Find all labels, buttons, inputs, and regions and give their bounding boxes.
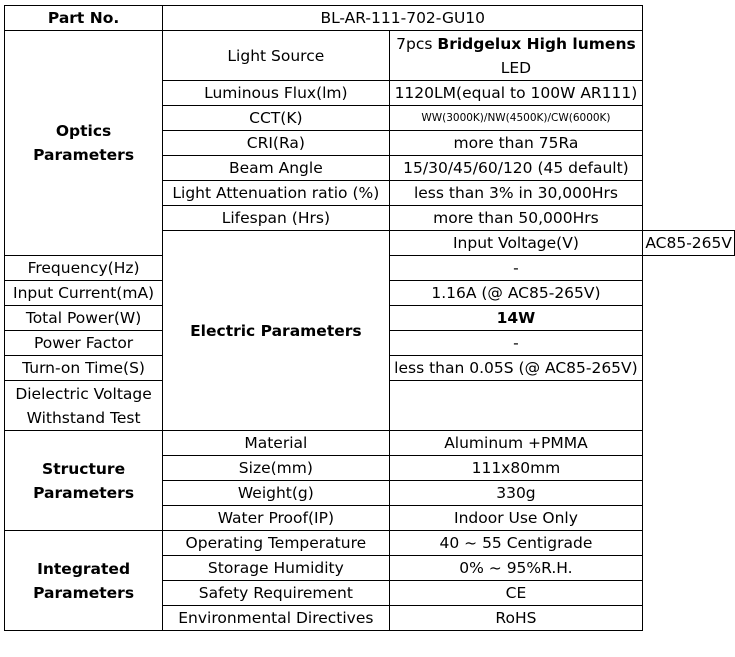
param-cell: Turn-on Time(S) [5, 356, 163, 381]
part-no-value: BL-AR-111-702-GU10 [163, 6, 643, 31]
value-pre: 7pcs [396, 34, 438, 53]
param-cell: Weight(g) [163, 481, 389, 506]
value-cell: AC85-265V [643, 231, 735, 256]
param-cell: Input Voltage(V) [389, 231, 643, 256]
value-cell: Indoor Use Only [389, 506, 643, 531]
param-cell: Light Source [163, 31, 389, 81]
param-cell: Dielectric Voltage Withstand Test [5, 381, 163, 431]
group-electric: Electric Parameters [163, 231, 389, 431]
param-cell: Lifespan (Hrs) [163, 206, 389, 231]
table-row [5, 531, 735, 556]
value-bold: Bridgelux High lumens [437, 34, 636, 53]
spec-table [4, 5, 735, 631]
value-cell: 14W [389, 306, 643, 331]
group-structure: Structure Parameters [5, 431, 163, 531]
table-row-part-no [5, 6, 735, 31]
param-cell: Frequency(Hz) [5, 256, 163, 281]
value-cell [389, 381, 643, 431]
value-cell: 1.16A (@ AC85-265V) [389, 281, 643, 306]
value-cell: 15/30/45/60/120 (45 default) [389, 156, 643, 181]
value-post: LED [500, 58, 532, 77]
param-cell: CRI(Ra) [163, 131, 389, 156]
part-no-label: Part No. [5, 6, 163, 31]
value-cell: RoHS [389, 606, 643, 631]
param-cell: Power Factor [5, 331, 163, 356]
table-row [5, 431, 735, 456]
param-cell: Size(mm) [163, 456, 389, 481]
value-cell: more than 75Ra [389, 131, 643, 156]
param-cell: Material [163, 431, 389, 456]
param-cell: Total Power(W) [5, 306, 163, 331]
param-cell: Safety Requirement [163, 581, 389, 606]
param-cell: Storage Humidity [163, 556, 389, 581]
param-cell: Operating Temperature [163, 531, 389, 556]
value-cell: more than 50,000Hrs [389, 206, 643, 231]
param-cell: Water Proof(IP) [163, 506, 389, 531]
value-cell: 330g [389, 481, 643, 506]
value-cell: less than 0.05S (@ AC85-265V) [389, 356, 643, 381]
param-cell: Input Current(mA) [5, 281, 163, 306]
group-optics: Optics Parameters [5, 31, 163, 256]
value-cell: Aluminum +PMMA [389, 431, 643, 456]
value-cell: 1120LM(equal to 100W AR111) [389, 81, 643, 106]
value-cell: 40 ~ 55 Centigrade [389, 531, 643, 556]
value-cell: - [389, 331, 643, 356]
value-cell: - [389, 256, 643, 281]
value-cell: WW(3000K)/NW(4500K)/CW(6000K) [389, 106, 643, 131]
param-cell: Beam Angle [163, 156, 389, 181]
table-row [5, 31, 735, 81]
param-cell: Environmental Directives [163, 606, 389, 631]
param-cell: Light Attenuation ratio (%) [163, 181, 389, 206]
param-cell: Luminous Flux(lm) [163, 81, 389, 106]
value-cell: 0% ~ 95%R.H. [389, 556, 643, 581]
param-cell: CCT(K) [163, 106, 389, 131]
value-cell: less than 3% in 30,000Hrs [389, 181, 643, 206]
group-integrated: Integrated Parameters [5, 531, 163, 631]
value-cell: CE [389, 581, 643, 606]
value-cell: 111x80mm [389, 456, 643, 481]
value-cell [389, 31, 643, 81]
